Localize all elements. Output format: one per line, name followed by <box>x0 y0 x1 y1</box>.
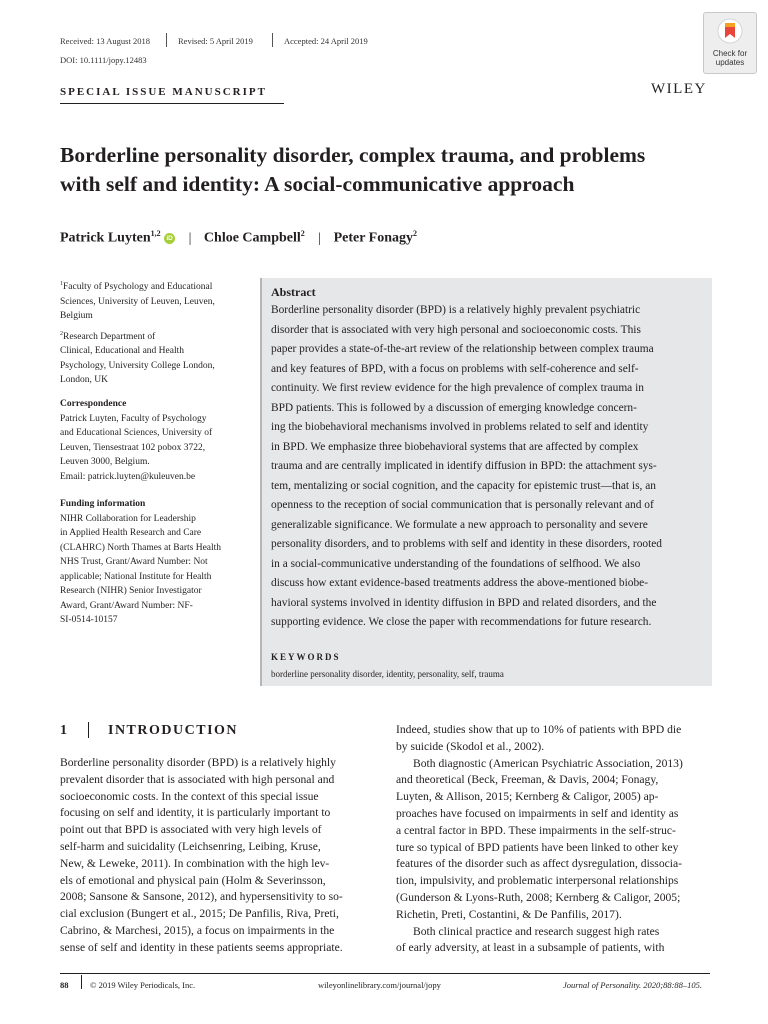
body-line: focusing on self and identity, it is particularly important to <box>60 806 331 820</box>
title-line: Borderline personality disorder, complex trauma, and problems <box>60 143 646 167</box>
body-line: Indeed, studies show that up to 10% of patients with BPD die <box>396 723 682 736</box>
abstract-line: ing the biobehavioral mechanisms involved in problems related to self and identity <box>271 421 649 433</box>
header-separator <box>272 33 273 47</box>
funding-line: NHS Trust, Grant/Award Number: Not <box>60 557 208 567</box>
section-label-rule <box>60 103 284 104</box>
journal-citation: Journal of Personality. 2020;88:88–105. <box>563 980 703 990</box>
author-affiliation-sup: 1,2 <box>150 229 161 238</box>
bookmark-icon <box>717 18 743 44</box>
abstract-text <box>271 301 707 633</box>
received-date: Received: 13 August 2018 <box>60 36 150 46</box>
body-line: Cabrino, & Marchesi, 2015), a focus on impairments in the <box>60 923 335 937</box>
funding-line: SI-0514-10157 <box>60 615 118 625</box>
section-heading-divider <box>88 722 89 738</box>
check-for-updates-label: updates <box>715 58 745 67</box>
body-line: socioeconomic costs. In the context of this special issue <box>60 789 319 803</box>
correspondence-line: Leuven, Tiensestraat 102 pobox 3722, <box>60 442 206 453</box>
author-name[interactable]: Chloe Campbell <box>203 230 301 246</box>
funding-line: in Applied Health Research and Care <box>60 528 202 538</box>
funding-heading: Funding information <box>60 499 146 509</box>
funding-line: NIHR Collaboration for Leadership <box>60 513 196 524</box>
copyright: © 2019 Wiley Periodicals, Inc. <box>90 980 196 990</box>
body-line: sense of self and identity in these patients seems appropriate. <box>60 940 343 954</box>
correspondence-line: Patrick Luyten, Faculty of Psychology <box>60 413 207 424</box>
affiliation-line: London, UK <box>60 375 109 386</box>
keywords-heading: KEYWORDS <box>271 652 341 662</box>
abstract-line: discuss how extant evidence-based treatments address the above-mentioned biobe- <box>271 577 649 589</box>
journal-url[interactable]: wileyonlinelibrary.com/journal/jopy <box>318 980 441 990</box>
affiliation-line: Clinical, Educational and Health <box>60 346 184 357</box>
doi[interactable]: DOI: 10.1111/jopy.12483 <box>60 55 147 65</box>
body-line: point out that BPD is associated with very high levels of <box>60 823 322 837</box>
abstract-line: disorder that is associated with very high personal and socioeconomic costs. This <box>271 323 641 336</box>
correspondence-email[interactable]: Email: patrick.luyten@kuleuven.be <box>60 471 196 482</box>
intro-right-column <box>396 722 711 957</box>
funding-line: (CLAHRC) North Thames at Barts Health <box>60 542 222 553</box>
abstract-line: openness to the reception of social communication that is personally relevant and of <box>271 499 654 511</box>
body-line: prevalent disorder that is associated with high personal and <box>60 772 335 786</box>
abstract-box <box>260 278 712 686</box>
footer-divider <box>81 975 82 989</box>
intro-left-column <box>60 755 375 957</box>
abstract-line: and key features of BPD, with a focus on problems with self-coherence and self- <box>271 362 639 375</box>
author-affiliation-sup: 2 <box>300 229 305 238</box>
abstract-heading: Abstract <box>271 285 316 299</box>
page-number: 88 <box>60 980 69 990</box>
author-name[interactable]: Peter Fonagy <box>333 230 414 246</box>
revised-date: Revised: 5 April 2019 <box>178 36 253 46</box>
correspondence-heading: Correspondence <box>60 399 127 409</box>
author-name[interactable]: Patrick Luyten <box>60 230 151 246</box>
abstract-line: in a social-communicative understanding of the foundations of selfhood. We also <box>271 557 641 570</box>
funding-line: Research (NIHR) Senior Investigator <box>60 586 202 596</box>
abstract-line: continuity. We first review evidence for the high prevalence of complex trauma in <box>271 382 644 394</box>
body-line: Richetin, Preti, Costantini, & De Panfilis, 2017). <box>396 907 622 921</box>
abstract-line: generalizable significance. We formulate a new approach to personality and severe <box>271 518 648 531</box>
body-line: New, & Leweke, 2011). In combination with the high lev- <box>60 856 330 870</box>
footer-rule <box>60 973 710 974</box>
body-line: ture so typical of BPD patients have been linked to other key <box>396 840 679 854</box>
section-heading: INTRODUCTION <box>108 723 239 738</box>
affiliations <box>60 277 250 388</box>
abstract-line: in BPD. We emphasize three biobehavioral systems that are affected by complex <box>271 440 639 453</box>
abstract-line: supporting evidence. We close the paper with recommendations for future research. <box>271 616 652 628</box>
author-list <box>60 229 417 247</box>
check-for-updates-button[interactable] <box>703 12 757 74</box>
funding-line: Award, Grant/Award Number: NF- <box>60 600 193 611</box>
body-line: Both diagnostic (American Psychiatric Association, 2013) <box>413 756 683 770</box>
abstract-line: personality disorders, and to problems with self and identity in these disorders, rooted <box>271 538 663 550</box>
funding-information <box>60 497 250 628</box>
correspondence-line: and Educational Sciences, University of <box>60 428 213 438</box>
body-line: 2008; Sansone & Sansone, 2012), and hypersensitivity to so- <box>60 890 343 904</box>
keywords-list: borderline personality disorder, identity, personality, self, trauma <box>271 669 504 679</box>
body-line: proaches have focused on impairments in self and identity as <box>396 806 679 820</box>
affiliation-line: Sciences, University of Leuven, Leuven, <box>60 296 215 307</box>
accepted-date: Accepted: 24 April 2019 <box>284 36 368 46</box>
affiliation-line: $^2$Research Department of <box>60 330 156 342</box>
section-label: SPECIAL ISSUE MANUSCRIPT <box>60 86 267 98</box>
article-title <box>60 141 740 199</box>
correspondence-line: Leuven 3000, Belgium. <box>60 457 150 467</box>
body-line: tion, impulsivity, and problematic interpersonal relationships <box>396 874 679 888</box>
body-line: Borderline personality disorder (BPD) is a relatively highly <box>60 756 336 769</box>
affiliation-sup: 2 <box>60 330 63 337</box>
section-number: 1 <box>60 723 69 738</box>
header-separator <box>166 33 167 47</box>
body-line: a central factor in BPD. These impairments in the self-struc- <box>396 823 676 837</box>
body-line: by suicide (Skodol et al., 2002). <box>396 739 545 753</box>
body-line: Luyten, & Allison, 2015; Kernberg & Caligor, 2005) ap- <box>396 790 659 804</box>
author-affiliation-sup: 2 <box>413 229 418 238</box>
orcid-icon[interactable]: iD <box>164 233 175 244</box>
abstract-line: tem, mentalizing or social cognition, and the capacity for epistemic trust—that is, an <box>271 479 656 492</box>
author-separator: | <box>188 230 192 246</box>
body-line: of early adversity, at least in a subsample of patients, with <box>396 941 665 955</box>
abstract-line: paper provides a state-of-the-art review of the relationship between complex trauma <box>271 343 654 355</box>
author-separator: | <box>318 230 322 246</box>
title-line: with self and identity: A social-communicative approach <box>60 172 575 196</box>
abstract-line: Borderline personality disorder (BPD) is a relatively highly prevalent psychiatric <box>271 304 641 316</box>
affiliation-line: Belgium <box>60 311 93 322</box>
affiliation-sup: 1 <box>60 281 63 287</box>
body-line: features of the disorder such as affect dysregulation, dissocia- <box>396 857 682 871</box>
abstract-line: BPD patients. This is followed by a discussion of emerging knowledge concern- <box>271 401 637 414</box>
correspondence <box>60 397 250 484</box>
check-for-updates-label: Check for <box>712 49 748 58</box>
affiliation-line: $^1$Faculty of Psychology and Educational <box>60 281 213 293</box>
abstract-line: havioral systems involved in identity diffusion in BPD and related disorders, and the <box>271 596 657 609</box>
body-line: cial exclusion (Bungert et al., 2015; De Panfilis, Riva, Preti, <box>60 907 339 921</box>
body-line: self-harm and suicidality (Leichsenring, Leibing, Kruse, <box>60 839 321 853</box>
funding-line: applicable; National Institute for Health <box>60 571 212 582</box>
body-line: (Gunderson & Lyons-Ruth, 2008; Kernberg & Caligor, 2005; <box>396 890 681 904</box>
body-line: and theoretical (Beck, Freeman, & Davis, 2004; Fonagy, <box>396 773 659 787</box>
body-line: Both clinical practice and research suggest high rates <box>413 924 660 938</box>
publisher-logo: WILEY <box>651 81 707 97</box>
body-line: els of emotional and physical pain (Holm & Severinsson, <box>60 873 326 887</box>
affiliation-line: Psychology, University College London, <box>60 360 215 371</box>
abstract-line: trauma and are centrally implicated in identify diffusion in BPD: the attachment sys- <box>271 460 657 472</box>
